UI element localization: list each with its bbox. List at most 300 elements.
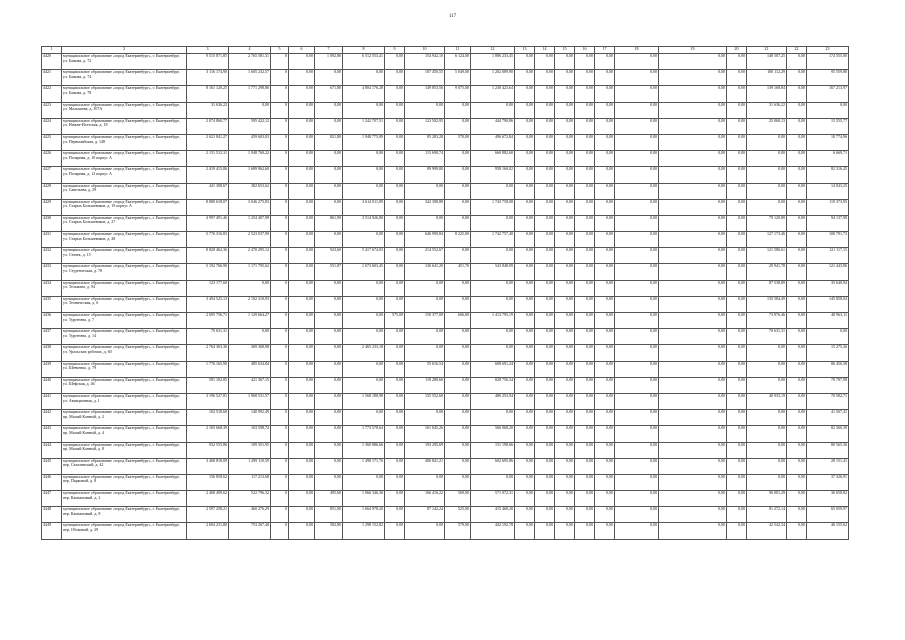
value-cell: 0,00: [385, 474, 405, 490]
table-row: [42, 102, 849, 118]
value-cell: 2 523 037,90: [229, 232, 271, 248]
value-cell: 0,00: [289, 361, 315, 377]
value-cell: 0: [271, 329, 289, 345]
value-cell: 70 631,31: [187, 329, 229, 345]
value-cell: 0,00: [615, 393, 659, 409]
value-cell: 0,00: [555, 523, 575, 539]
value-cell: 0,00: [535, 410, 555, 426]
value-cell: 0,00: [595, 54, 615, 70]
value-cell: 3 514 926,80: [343, 215, 385, 231]
table-row: [42, 410, 849, 426]
value-cell: 14 843,25: [807, 183, 849, 199]
column-header: 4: [229, 47, 271, 54]
value-cell: 119 373,95: [807, 199, 849, 215]
value-cell: 0,00: [575, 507, 595, 523]
value-cell: 0,00: [289, 264, 315, 280]
value-cell: 1 689 962,60: [229, 167, 271, 183]
value-cell: 0,00: [289, 232, 315, 248]
address-cell: муниципальное образование «город Екатеринбург», г. Екатеринбург, ул. Полярная, д. 10 корпус А: [62, 151, 187, 167]
value-cell: 0,00: [535, 199, 555, 215]
value-cell: 421 367,15: [229, 377, 271, 393]
value-cell: 0,00: [315, 458, 343, 474]
row-id-cell: 4421: [42, 70, 62, 86]
value-cell: 0,00: [555, 329, 575, 345]
value-cell: 0,00: [727, 458, 747, 474]
value-cell: 0,00: [615, 442, 659, 458]
value-cell: 0,00: [595, 248, 615, 264]
value-cell: 0,00: [659, 102, 727, 118]
value-cell: 0,00: [385, 426, 405, 442]
value-cell: 0,00: [405, 474, 445, 490]
table-row: [42, 361, 849, 377]
value-cell: 0,00: [659, 280, 727, 296]
value-cell: 0,00: [615, 264, 659, 280]
value-cell: 139 168,84: [747, 86, 787, 102]
value-cell: 3 614 011,89: [343, 199, 385, 215]
value-cell: 123 177,60: [187, 280, 229, 296]
value-cell: 0,00: [555, 118, 575, 134]
value-cell: 9 515 871,85: [187, 54, 229, 70]
value-cell: 0,00: [787, 86, 807, 102]
address-cell: муниципальное образование «город Екатеринбург», г. Екатеринбург, ул. Уральских рабочих, д. 60: [62, 345, 187, 361]
value-cell: 0,00: [385, 134, 405, 150]
value-cell: 0,00: [595, 474, 615, 490]
value-cell: 0,00: [575, 345, 595, 361]
value-cell: 595 422,12: [229, 118, 271, 134]
value-cell: 31 636,22: [187, 102, 229, 118]
column-header: 23: [807, 47, 849, 54]
table-row: [42, 393, 849, 409]
value-cell: 0,00: [385, 410, 405, 426]
row-id-cell: 4432: [42, 248, 62, 264]
value-cell: 29 941,78: [747, 264, 787, 280]
value-cell: 0,00: [385, 232, 405, 248]
value-cell: 6 512 553,41: [343, 54, 385, 70]
address-cell: муниципальное образование «город Екатеринбург», г. Екатеринбург, ул. Тельмана, д. 94: [62, 280, 187, 296]
value-cell: 0,00: [615, 183, 659, 199]
value-cell: 1 202 089,90: [471, 70, 515, 86]
value-cell: 0,00: [385, 280, 405, 296]
value-cell: 0,00: [289, 507, 315, 523]
value-cell: 0,00: [747, 134, 787, 150]
value-cell: 0,00: [515, 118, 535, 134]
value-cell: 0,00: [727, 86, 747, 102]
value-cell: 8 820 462,36: [187, 248, 229, 264]
value-cell: 0,00: [727, 151, 747, 167]
value-cell: 0,00: [471, 345, 515, 361]
value-cell: 0,00: [315, 393, 343, 409]
value-cell: 0,00: [727, 167, 747, 183]
value-cell: 0,00: [727, 507, 747, 523]
value-cell: 3 468 818,09: [187, 458, 229, 474]
value-cell: 0,00: [595, 345, 615, 361]
value-cell: 0,00: [343, 361, 385, 377]
value-cell: 0,00: [385, 345, 405, 361]
value-cell: 0,00: [515, 474, 535, 490]
value-cell: 0,00: [659, 70, 727, 86]
value-cell: 85 283,28: [405, 134, 445, 150]
value-cell: 0: [271, 215, 289, 231]
value-cell: 0,00: [445, 183, 471, 199]
value-cell: 0,00: [315, 70, 343, 86]
address-cell: муниципальное образование «город Екатеринбург», г. Екатеринбург, пер. Камышовый, д. 2: [62, 491, 187, 507]
value-cell: 0,00: [787, 199, 807, 215]
value-cell: 0: [271, 280, 289, 296]
value-cell: 0,00: [315, 313, 343, 329]
value-cell: 0,00: [575, 102, 595, 118]
value-cell: 0,00: [515, 361, 535, 377]
value-cell: 495,60: [315, 491, 343, 507]
value-cell: 0,00: [289, 118, 315, 134]
value-cell: 0,00: [535, 86, 555, 102]
row-id-cell: 4447: [42, 491, 62, 507]
value-cell: 109 351,95: [229, 442, 271, 458]
value-cell: 3 494 525,13: [187, 296, 229, 312]
address-cell: муниципальное образование «город Екатеринбург», г. Екатеринбург, ул. Техническая, д. 6: [62, 296, 187, 312]
value-cell: 1 776 165,90: [187, 361, 229, 377]
value-cell: 2 151 512,31: [187, 151, 229, 167]
value-cell: 0,00: [555, 134, 575, 150]
value-cell: 0,00: [555, 296, 575, 312]
value-cell: 1 568 188,98: [343, 393, 385, 409]
value-cell: 0,00: [555, 183, 575, 199]
column-header: 11: [445, 47, 471, 54]
value-cell: 566 068,20: [471, 426, 515, 442]
value-cell: 0,00: [535, 377, 555, 393]
value-cell: 0,00: [615, 313, 659, 329]
row-id-cell: 4448: [42, 507, 62, 523]
address-cell: муниципальное образование «город Екатеринбург», г. Екатеринбург, пр. Малый Конный, д. 2: [62, 410, 187, 426]
value-cell: 0,00: [727, 118, 747, 134]
value-cell: 0,00: [535, 54, 555, 70]
value-cell: 0,00: [575, 54, 595, 70]
value-cell: 0,00: [515, 70, 535, 86]
value-cell: 0,00: [315, 296, 343, 312]
value-cell: 0,00: [289, 377, 315, 393]
value-cell: 0,00: [787, 232, 807, 248]
value-cell: 0,00: [385, 523, 405, 539]
value-cell: 0,00: [659, 118, 727, 134]
value-cell: 0,00: [445, 280, 471, 296]
table-row: [42, 442, 849, 458]
value-cell: 1 886 233,45: [471, 54, 515, 70]
table-row: [42, 296, 849, 312]
value-cell: 0,00: [727, 248, 747, 264]
value-cell: 0,00: [615, 54, 659, 70]
value-cell: 135 584,49: [747, 296, 787, 312]
table-row: [42, 426, 849, 442]
address-cell: муниципальное образование «город Екатеринбург», г. Екатеринбург, пер. Парковый, д. 8: [62, 474, 187, 490]
value-cell: 406 841,21: [405, 458, 445, 474]
value-cell: 0,00: [405, 296, 445, 312]
value-cell: 2 621 841,27: [187, 134, 229, 150]
row-id-cell: 4435: [42, 296, 62, 312]
value-cell: 0,00: [515, 313, 535, 329]
value-cell: 0,00: [229, 280, 271, 296]
value-cell: 0,00: [575, 377, 595, 393]
value-cell: 0,00: [659, 199, 727, 215]
value-cell: 851,00: [315, 507, 343, 523]
address-cell: муниципальное образование «город Екатеринбург», г. Екатеринбург, пер. Обсковый, д. 29: [62, 523, 187, 539]
value-cell: 1 066 346,30: [343, 491, 385, 507]
value-cell: 0,00: [385, 183, 405, 199]
value-cell: 0,00: [229, 102, 271, 118]
row-id-cell: 4430: [42, 215, 62, 231]
value-cell: 42 542,34: [747, 523, 787, 539]
value-cell: 0,00: [343, 167, 385, 183]
value-cell: 0,00: [555, 361, 575, 377]
value-cell: 0,00: [595, 426, 615, 442]
value-cell: 28 151,41: [807, 458, 849, 474]
value-cell: 0,00: [315, 232, 343, 248]
value-cell: 0,00: [289, 491, 315, 507]
value-cell: 602 695,86: [471, 458, 515, 474]
value-cell: 31 636,22: [747, 102, 787, 118]
value-cell: 0,00: [787, 264, 807, 280]
value-cell: 1 743 758,08: [471, 199, 515, 215]
value-cell: 0: [271, 426, 289, 442]
value-cell: 0,00: [615, 410, 659, 426]
value-cell: 0,00: [659, 458, 727, 474]
row-id-cell: 4427: [42, 167, 62, 183]
value-cell: 0: [271, 313, 289, 329]
value-cell: 5 417 674,03: [343, 248, 385, 264]
value-cell: 0,00: [535, 215, 555, 231]
value-cell: 0,00: [343, 329, 385, 345]
value-cell: 0,00: [575, 361, 595, 377]
value-cell: 0,00: [727, 70, 747, 86]
value-cell: 89 999,80: [405, 167, 445, 183]
value-cell: 161 045,26: [405, 426, 445, 442]
value-cell: 1 129 664,27: [229, 313, 271, 329]
value-cell: 0,00: [315, 442, 343, 458]
value-cell: 0,00: [615, 215, 659, 231]
value-cell: 0,00: [315, 151, 343, 167]
value-cell: 0,00: [747, 474, 787, 490]
value-cell: 581 102,85: [187, 377, 229, 393]
table-body: [42, 54, 849, 540]
row-id-cell: 4434: [42, 280, 62, 296]
value-cell: 0,00: [555, 377, 575, 393]
value-cell: 0: [271, 232, 289, 248]
value-cell: 671,80: [315, 86, 343, 102]
value-cell: 55 616,54: [405, 361, 445, 377]
value-cell: 0,00: [747, 377, 787, 393]
value-cell: 0,00: [595, 296, 615, 312]
value-cell: 0: [271, 151, 289, 167]
value-cell: 0,00: [405, 329, 445, 345]
value-cell: 0,00: [727, 426, 747, 442]
value-cell: 0,00: [727, 264, 747, 280]
value-cell: 118 280,66: [405, 377, 445, 393]
value-cell: 1 254 407,98: [229, 215, 271, 231]
value-cell: 0,00: [515, 491, 535, 507]
value-cell: 0,00: [615, 151, 659, 167]
address-cell: муниципальное образование «город Екатеринбург», г. Екатеринбург, пер. Сахалинский, д. 42: [62, 458, 187, 474]
value-cell: 342 398,88: [405, 199, 445, 215]
column-header: 17: [595, 47, 615, 54]
value-cell: 0,00: [575, 232, 595, 248]
value-cell: 0,00: [787, 54, 807, 70]
address-cell: муниципальное образование «город Екатеринбург», г. Екатеринбург, ул. Тургенева, д. 14: [62, 329, 187, 345]
value-cell: 82 316,45: [807, 167, 849, 183]
table-row: [42, 151, 849, 167]
value-cell: 485 634,84: [229, 361, 271, 377]
value-cell: 0: [271, 410, 289, 426]
value-cell: 0,00: [289, 345, 315, 361]
table-row: [42, 507, 849, 523]
value-cell: 0,00: [555, 345, 575, 361]
value-cell: 0,00: [445, 410, 471, 426]
value-cell: 0,00: [555, 410, 575, 426]
value-cell: 0,00: [535, 102, 555, 118]
value-cell: 0,00: [535, 70, 555, 86]
value-cell: 923,60: [315, 248, 343, 264]
data-table: [41, 46, 849, 540]
value-cell: 0: [271, 474, 289, 490]
value-cell: 0: [271, 491, 289, 507]
value-cell: 0,00: [555, 442, 575, 458]
value-cell: 46 155,62: [807, 523, 849, 539]
table-row: [42, 491, 849, 507]
value-cell: 0,00: [343, 70, 385, 86]
value-cell: 0,00: [385, 296, 405, 312]
value-cell: 214 552,67: [405, 248, 445, 264]
table-row: [42, 523, 849, 539]
value-cell: 821,80: [315, 134, 343, 150]
value-cell: 0,00: [615, 377, 659, 393]
value-cell: 2 695 756,71: [187, 313, 229, 329]
address-cell: муниципальное образование «город Екатеринбург», г. Екатеринбург, ул. Шевченко, д. 79: [62, 361, 187, 377]
value-cell: 0,00: [535, 442, 555, 458]
value-cell: 0,00: [289, 313, 315, 329]
value-cell: 0,00: [575, 410, 595, 426]
value-cell: 460 276,29: [229, 507, 271, 523]
address-cell: муниципальное образование «город Екатеринбург», г. Екатеринбург, ул. Бажова, д. 72: [62, 54, 187, 70]
value-cell: 0,00: [727, 296, 747, 312]
value-cell: 100 791,73: [807, 232, 849, 248]
value-cell: 0,00: [535, 345, 555, 361]
value-cell: 0: [271, 118, 289, 134]
value-cell: 127 173,46: [747, 232, 787, 248]
value-cell: 0,00: [787, 393, 807, 409]
value-cell: 2 074 860,77: [187, 118, 229, 134]
value-cell: 0,00: [555, 426, 575, 442]
value-cell: 0,00: [787, 248, 807, 264]
value-cell: 0,00: [515, 426, 535, 442]
column-header: 22: [787, 47, 807, 54]
value-cell: 0,00: [445, 118, 471, 134]
value-cell: 121 443,86: [807, 264, 849, 280]
value-cell: 0,00: [555, 102, 575, 118]
row-id-cell: 4429: [42, 199, 62, 215]
value-cell: 0,00: [385, 215, 405, 231]
value-cell: 154 942,10: [405, 54, 445, 70]
value-cell: 0,00: [515, 86, 535, 102]
value-cell: 0,00: [575, 151, 595, 167]
row-id-cell: 4422: [42, 86, 62, 102]
value-cell: 0,00: [595, 523, 615, 539]
value-cell: 0,00: [289, 329, 315, 345]
value-cell: 0,00: [787, 313, 807, 329]
value-cell: 0,00: [595, 442, 615, 458]
address-cell: муниципальное образование «город Екатеринбург», г. Екатеринбург, ул. Старых Большевиков, д. 28: [62, 232, 187, 248]
value-cell: 0,00: [471, 248, 515, 264]
value-cell: 0,00: [747, 410, 787, 426]
value-cell: 0,00: [289, 199, 315, 215]
value-cell: 0,00: [289, 393, 315, 409]
row-id-cell: 4436: [42, 313, 62, 329]
value-cell: 0,00: [787, 183, 807, 199]
column-header: 15: [555, 47, 575, 54]
address-cell: муниципальное образование «город Екатеринбург», г. Екатеринбург, ул. Авиационная, д. 1: [62, 393, 187, 409]
value-cell: 82 360,39: [807, 426, 849, 442]
value-cell: 0: [271, 377, 289, 393]
value-cell: 582,80: [315, 523, 343, 539]
value-cell: 0,00: [535, 313, 555, 329]
value-cell: 444 790,86: [471, 118, 515, 134]
value-cell: 0,00: [787, 458, 807, 474]
value-cell: 0,00: [659, 410, 727, 426]
value-cell: 0,00: [555, 507, 575, 523]
value-cell: 0,00: [659, 134, 727, 150]
value-cell: 0,00: [343, 280, 385, 296]
value-cell: 0,00: [471, 183, 515, 199]
column-header: 12: [471, 47, 515, 54]
table-row: [42, 118, 849, 134]
value-cell: 0,00: [575, 248, 595, 264]
value-cell: 2 604 231,80: [187, 523, 229, 539]
value-cell: 1 242 707,51: [343, 118, 385, 134]
row-id-cell: 4441: [42, 393, 62, 409]
value-cell: 0,00: [787, 167, 807, 183]
value-cell: 0,00: [575, 442, 595, 458]
value-cell: 0,00: [615, 523, 659, 539]
value-cell: 0,00: [575, 426, 595, 442]
address-cell: муниципальное образование «город Екатеринбург», г. Екатеринбург, ул. Малышева, д. 107А: [62, 102, 187, 118]
value-cell: 753 267,40: [229, 523, 271, 539]
value-cell: 0,00: [727, 199, 747, 215]
value-cell: 70 631,31: [747, 329, 787, 345]
value-cell: 0,00: [405, 215, 445, 231]
value-cell: 0: [271, 458, 289, 474]
row-id-cell: 4443: [42, 426, 62, 442]
value-cell: 0,00: [471, 474, 515, 490]
value-cell: 0,00: [515, 296, 535, 312]
value-cell: 0,00: [535, 393, 555, 409]
value-cell: 0,00: [385, 393, 405, 409]
value-cell: 2 597 258,21: [187, 507, 229, 523]
column-header: 16: [575, 47, 595, 54]
column-header: 19: [659, 47, 727, 54]
value-cell: 0,00: [595, 264, 615, 280]
value-cell: 0,00: [535, 458, 555, 474]
value-cell: 0,00: [807, 329, 849, 345]
value-cell: 0,00: [289, 523, 315, 539]
value-cell: 0,00: [595, 377, 615, 393]
value-cell: 0,00: [659, 167, 727, 183]
column-header: 3: [187, 47, 229, 54]
value-cell: 0,00: [727, 523, 747, 539]
value-cell: 0,00: [747, 458, 787, 474]
value-cell: 117 213,68: [229, 474, 271, 490]
value-cell: 70 787,98: [807, 377, 849, 393]
value-cell: 0,00: [343, 377, 385, 393]
value-cell: 0,00: [659, 296, 727, 312]
value-cell: 0,00: [343, 296, 385, 312]
address-cell: муниципальное образование «город Екатеринбург», г. Екатеринбург, пр. Малый Конный, д. 4: [62, 426, 187, 442]
value-cell: 0,00: [535, 151, 555, 167]
